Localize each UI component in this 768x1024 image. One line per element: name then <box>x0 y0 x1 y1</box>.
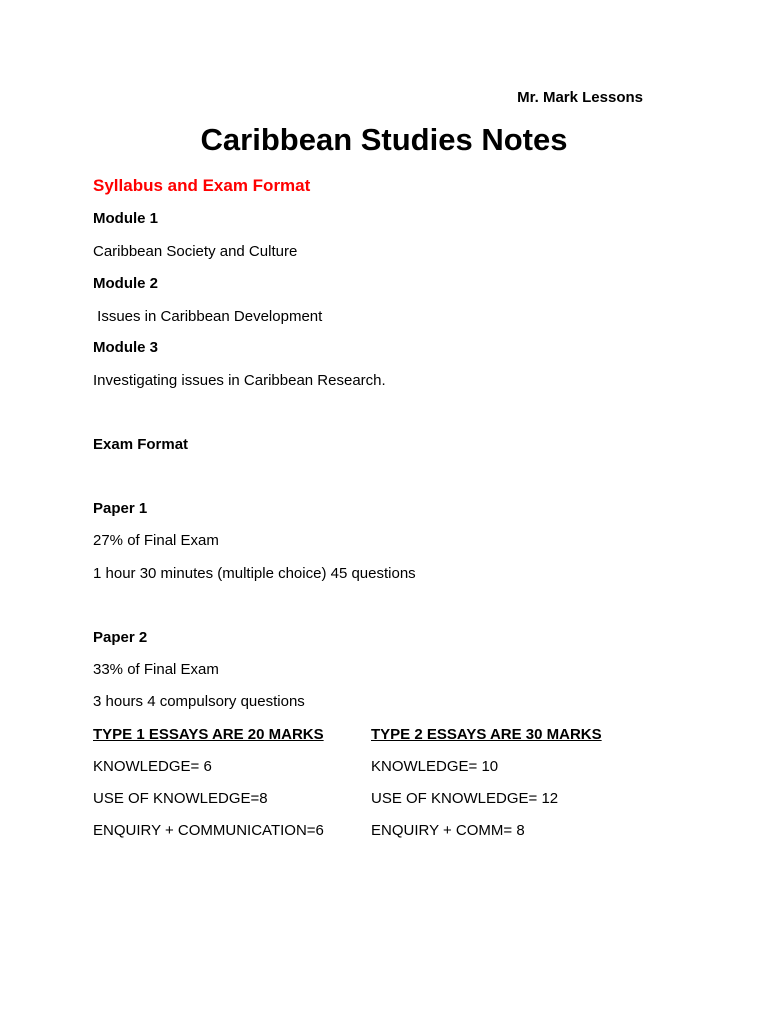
type-1-use-of-knowledge: USE OF KNOWLEDGE=8 <box>93 790 268 807</box>
type-1-heading: TYPE 1 ESSAYS ARE 20 MARKS <box>93 726 324 743</box>
page-title: Caribbean Studies Notes <box>200 122 568 157</box>
paper-2-label: Paper 2 <box>93 629 148 646</box>
type-2-enquiry: ENQUIRY + COMM= 8 <box>371 822 525 839</box>
type-1-knowledge: KNOWLEDGE= 6 <box>93 758 212 775</box>
paper-2-details: 3 hours 4 compulsory questions <box>93 693 305 710</box>
type-1-enquiry: ENQUIRY + COMMUNICATION=6 <box>93 822 324 839</box>
type-2-use-of-knowledge: USE OF KNOWLEDGE= 12 <box>371 790 559 807</box>
module-1-description: Caribbean Society and Culture <box>93 243 298 260</box>
module-2-description: Issues in Caribbean Development <box>93 308 323 325</box>
module-2-label: Module 2 <box>93 275 159 292</box>
module-3-description: Investigating issues in Caribbean Research. <box>93 372 386 389</box>
paper-2-weight: 33% of Final Exam <box>93 661 219 678</box>
exam-format-heading: Exam Format <box>93 436 189 453</box>
type-2-heading: TYPE 2 ESSAYS ARE 30 MARKS <box>371 726 602 743</box>
paper-1-label: Paper 1 <box>93 500 148 517</box>
syllabus-heading: Syllabus and Exam Format <box>93 176 311 195</box>
author-name: Mr. Mark Lessons <box>517 89 643 106</box>
module-3-label: Module 3 <box>93 339 159 356</box>
type-2-knowledge: KNOWLEDGE= 10 <box>371 758 499 775</box>
paper-1-details: 1 hour 30 minutes (multiple choice) 45 questions <box>93 565 416 582</box>
paper-1-weight: 27% of Final Exam <box>93 532 219 549</box>
module-1-label: Module 1 <box>93 210 159 227</box>
